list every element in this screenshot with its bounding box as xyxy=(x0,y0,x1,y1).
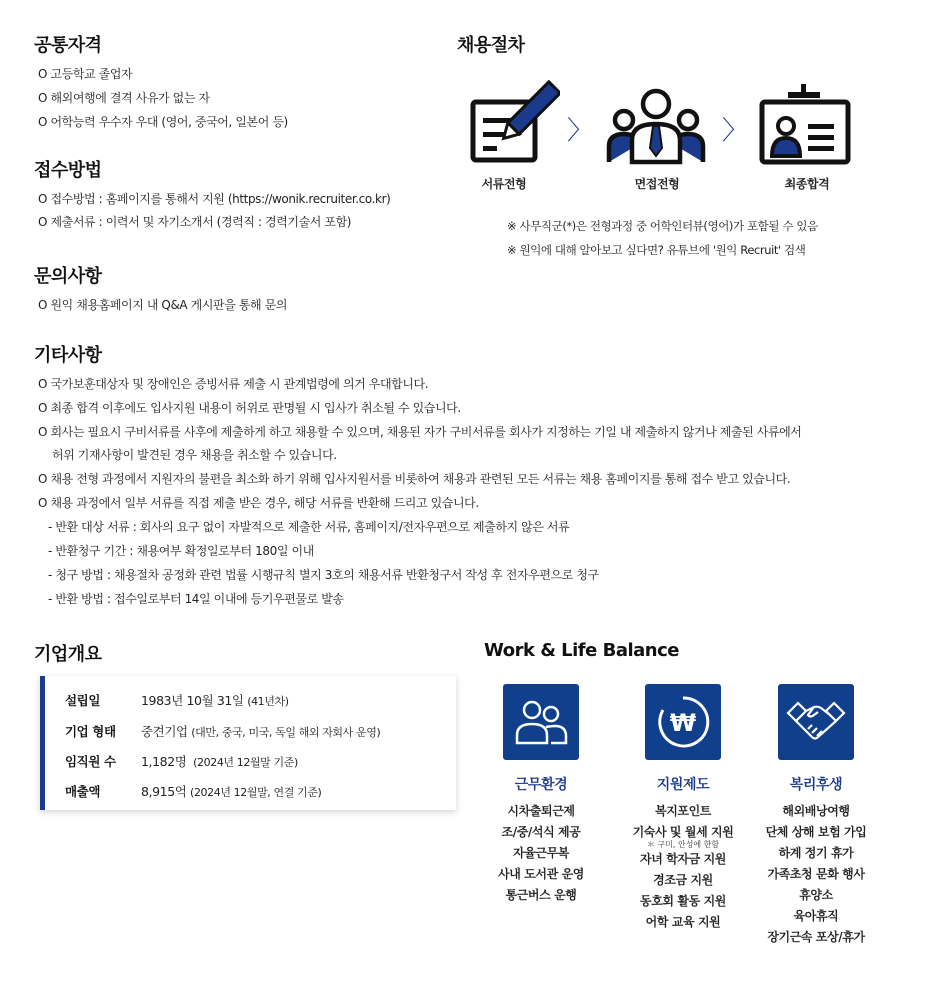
wlb-column-title: 지원제도 xyxy=(656,777,710,793)
list-item: - 반환 대상 서류 : 회사의 요구 없이 자발적으로 제출한 서류, 홈페이지/전자우편으로 제출하지 않은 서류 xyxy=(48,520,570,534)
list-item: O 회사는 필요시 구비서류를 사후에 제출하게 하고 채용할 수 있으며, 채용된 자가 구비서류를 회사가 지정하는 기일 내 제출하지 않거나 제출된 사류에서 xyxy=(38,425,802,439)
wlb-column-work xyxy=(476,684,606,906)
list-item: O 해외여행에 결격 사유가 없는 자 xyxy=(38,91,210,105)
application-title: 접수방법 xyxy=(34,160,102,181)
etc-title: 기타사항 xyxy=(34,345,102,366)
company-row xyxy=(65,782,321,800)
svg-text:₩: ₩ xyxy=(669,709,697,737)
company-extra: (대만, 중국, 미국, 독일 해외 자회사 운영) xyxy=(191,726,381,739)
inquiry-title: 문의사항 xyxy=(34,266,102,287)
wlb-item: 자율근무복 xyxy=(513,846,569,860)
company-key: 설립일 xyxy=(65,693,101,708)
company-card xyxy=(40,676,456,810)
company-row xyxy=(65,691,289,709)
company-value: 8,915억 xyxy=(141,784,187,799)
wlb-item: 가족초청 문화 행사 xyxy=(767,867,865,881)
id-badge-icon xyxy=(758,82,852,166)
company-row xyxy=(65,722,380,740)
wlb-column-title: 근무환경 xyxy=(514,777,568,793)
process-note: ※ 사무직군(*)은 전형과정 중 어학인터뷰(영어)가 포함될 수 있음 xyxy=(507,219,818,233)
company-key: 매출액 xyxy=(65,784,101,799)
step-label: 최종합격 xyxy=(784,177,830,191)
wlb-item: 장기근속 포상/휴가 xyxy=(767,930,865,944)
interview-group-icon xyxy=(606,86,706,166)
wlb-item: 복지포인트 xyxy=(655,804,711,818)
chevron-right-icon: 〉 xyxy=(567,116,594,146)
list-item: O 원익 채용홈페이지 내 Q&A 게시판을 통해 문의 xyxy=(38,298,288,312)
wlb-column-title: 복리후생 xyxy=(789,777,843,793)
list-item: - 반환 방법 : 접수일로부터 14일 이내에 등기우편물로 발송 xyxy=(48,592,344,606)
wlb-item: 단체 상해 보험 가입 xyxy=(765,825,867,839)
wlb-item: 시차출퇴근제 xyxy=(507,804,575,818)
list-item: - 반환청구 기간 : 채용여부 확정일로부터 180일 이내 xyxy=(48,544,314,558)
list-item: O 고등학교 졸업자 xyxy=(38,67,133,81)
list-item: O 접수방법 : 홈페이지를 통해서 지원 (https://wonik.recruiter.co.kr) xyxy=(38,192,391,206)
wlb-item: 조/중/석식 제공 xyxy=(501,825,581,839)
process-title: 채용절차 xyxy=(457,35,525,56)
list-item: - 청구 방법 : 채용절차 공정화 관련 법률 시행규칙 별지 3호의 채용서류 반환청구서 작성 후 전자우편으로 청구 xyxy=(48,568,599,582)
company-title: 기업개요 xyxy=(34,644,102,665)
handshake-icon xyxy=(778,684,854,760)
list-item: 허위 기재사항이 발견된 경우 채용을 취소할 수 있습니다. xyxy=(52,448,337,462)
wlb-item: 휴양소 xyxy=(799,888,833,902)
company-extra: (2024년 12월말 기준) xyxy=(190,756,298,769)
wlb-title: Work & Life Balance xyxy=(484,640,679,661)
list-item: O 제출서류 : 이력서 및 자기소개서 (경력직 : 경력기술서 포함) xyxy=(38,215,352,229)
wlb-item: 어학 교육 지원 xyxy=(645,915,721,929)
list-item: O 국가보훈대상자 및 장애인은 증빙서류 제출 시 관계법령에 의거 우대합니다. xyxy=(38,377,429,391)
wlb-column-support xyxy=(618,684,748,933)
company-value: 1983년 10월 31일 xyxy=(141,693,244,708)
list-item: O 최종 합격 이후에도 입사지원 내용이 허위로 판명될 시 입사가 취소될 수 있습니다. xyxy=(38,401,461,415)
step-label: 면접전형 xyxy=(634,177,680,191)
company-extra: (41년차) xyxy=(247,695,289,708)
wlb-item: 하계 정기 휴가 xyxy=(778,846,854,860)
wlb-item: 동호회 활동 지원 xyxy=(640,894,726,908)
wlb-item: 해외배낭여행 xyxy=(782,804,850,818)
wlb-item: 사내 도서관 운영 xyxy=(498,867,584,881)
step-label: 서류전형 xyxy=(481,177,527,191)
qualification-title: 공통자격 xyxy=(34,35,102,56)
document-pen-icon xyxy=(470,80,560,166)
wlb-item: 기숙사 및 월세 지원 xyxy=(632,825,734,839)
wlb-item: 통근버스 운행 xyxy=(505,888,577,902)
wlb-item: 경조금 지원 xyxy=(653,873,713,887)
chevron-right-icon: 〉 xyxy=(722,116,749,146)
won-coin-icon xyxy=(645,684,721,760)
company-key: 기업 형태 xyxy=(65,724,116,739)
wlb-item: 자녀 학자금 지원 xyxy=(640,852,726,866)
company-extra: (2024년 12월말, 연결 기준) xyxy=(190,786,322,799)
company-row xyxy=(65,752,298,770)
people-icon xyxy=(503,684,579,760)
wlb-column-benefits xyxy=(751,684,881,948)
company-key: 임직원 수 xyxy=(65,754,116,769)
process-note: ※ 원익에 대해 알아보고 싶다면? 유튜브에 '원익 Recruit' 검색 xyxy=(507,243,806,257)
list-item: O 채용 과정에서 일부 서류를 직접 제출 받은 경우, 해당 서류를 반환해 드리고 있습니다. xyxy=(38,496,479,510)
wlb-item: 육아휴직 xyxy=(793,909,839,923)
list-item: O 어학능력 우수자 우대 (영어, 중국어, 일본어 등) xyxy=(38,115,288,129)
list-item: O 채용 전형 과정에서 지원자의 불편을 최소화 하기 위해 입사지원서를 비롯하여 채용과 관련된 모든 서류는 채용 홈페이지를 통해 접수 받고 있습니다. xyxy=(38,472,791,486)
company-value: 중견기업 xyxy=(141,724,188,739)
wlb-note: ＊ 구미, 안성에 한함 xyxy=(646,840,720,849)
company-value: 1,182명 xyxy=(141,754,187,769)
